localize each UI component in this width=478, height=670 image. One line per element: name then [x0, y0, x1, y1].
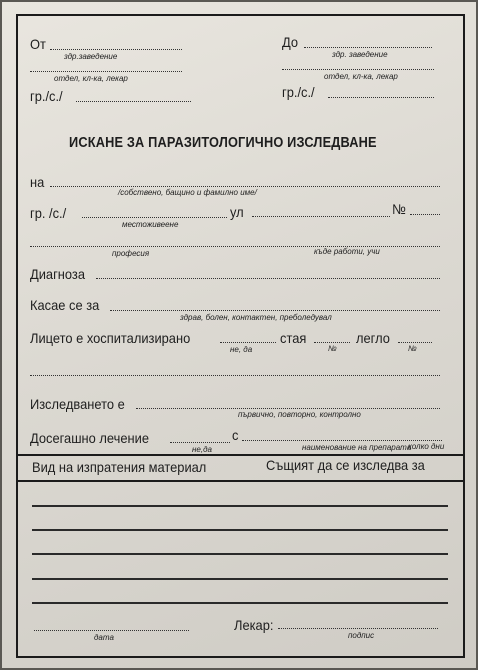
form-paper: [2, 2, 476, 668]
to-dept-field[interactable]: [282, 69, 434, 70]
from-dept-field[interactable]: [30, 71, 182, 72]
table-row[interactable]: [32, 578, 448, 580]
table-header-line: [16, 480, 465, 482]
table-row[interactable]: [32, 505, 448, 507]
treatment-field[interactable]: [170, 442, 230, 443]
table-row[interactable]: [32, 529, 448, 531]
date-sub: дата: [94, 633, 114, 642]
from-sub: здр.заведение: [64, 52, 118, 61]
hospitalized-field[interactable]: [220, 342, 276, 343]
from-dept-sub: отдел, кл-ка, лекар: [54, 74, 128, 83]
study-field[interactable]: [136, 408, 440, 409]
concerns-field[interactable]: [110, 310, 440, 311]
to-person-label: на: [30, 174, 45, 190]
room-label: стая: [280, 330, 307, 346]
number-label: №: [392, 201, 406, 217]
study-sub: първично, повторно, контролно: [238, 410, 361, 419]
study-label: Изследването е: [30, 396, 125, 412]
date-field[interactable]: [34, 630, 189, 631]
city-field[interactable]: [82, 217, 227, 218]
drug-field[interactable]: [242, 440, 442, 441]
signature-sub: подпис: [348, 631, 375, 640]
concerns-sub: здрав, болен, контактен, преболедувал: [180, 313, 332, 322]
to-field[interactable]: [304, 47, 432, 48]
number-field[interactable]: [410, 214, 440, 215]
bed-label: легло: [356, 330, 390, 346]
street-label: ул: [230, 204, 244, 220]
from-city-field[interactable]: [76, 101, 191, 102]
to-person-field[interactable]: [50, 186, 440, 187]
signature-field[interactable]: [278, 628, 438, 629]
diagnosis-label: Диагноза: [30, 266, 85, 282]
room-sub: №: [328, 344, 337, 353]
from-label: От: [30, 36, 46, 52]
profession-sub: професия: [112, 249, 150, 258]
extra-field[interactable]: [30, 375, 440, 376]
test-for-header: Същият да се изследва за: [266, 457, 425, 473]
to-dept-sub: отдел, кл-ка, лекар: [324, 72, 398, 81]
city-label: гр. /с./: [30, 205, 67, 221]
to-person-sub: /собствено, бащино и фамилно име/: [118, 188, 257, 197]
table-row[interactable]: [32, 602, 448, 604]
hospitalized-label: Лицето е хоспитализирано: [30, 330, 191, 346]
to-city-field[interactable]: [328, 97, 434, 98]
table-row[interactable]: [32, 553, 448, 555]
residence-sub: местоживеене: [122, 220, 179, 229]
diagnosis-field[interactable]: [96, 278, 440, 279]
workplace-sub: къде работи, учи: [314, 247, 380, 256]
drug-sub: наименование на препарата: [302, 443, 412, 452]
concerns-label: Касае се за: [30, 297, 100, 313]
from-field[interactable]: [50, 49, 182, 50]
table-top-line: [16, 454, 465, 456]
hospitalized-sub: не, да: [230, 345, 253, 354]
from-city-label: гр./с./: [30, 88, 63, 104]
days-sub: колко дни: [408, 442, 445, 451]
to-city-label: гр./с./: [282, 84, 315, 100]
room-field[interactable]: [314, 342, 350, 343]
treatment-label: Досегашно лечение: [30, 430, 149, 446]
street-field[interactable]: [252, 216, 390, 217]
treatment-sub: не,да: [192, 445, 212, 454]
treatment-with: с: [232, 427, 239, 443]
to-label: До: [282, 34, 299, 50]
doctor-label: Лекар:: [234, 617, 274, 633]
to-sub: здр. заведение: [332, 50, 388, 59]
bed-field[interactable]: [398, 342, 432, 343]
form-title: ИСКАНЕ ЗА ПАРАЗИТОЛОГИЧНО ИЗСЛЕДВАНЕ: [69, 135, 377, 151]
bed-sub: №: [408, 344, 417, 353]
material-header: Вид на изпратения материал: [32, 459, 207, 475]
